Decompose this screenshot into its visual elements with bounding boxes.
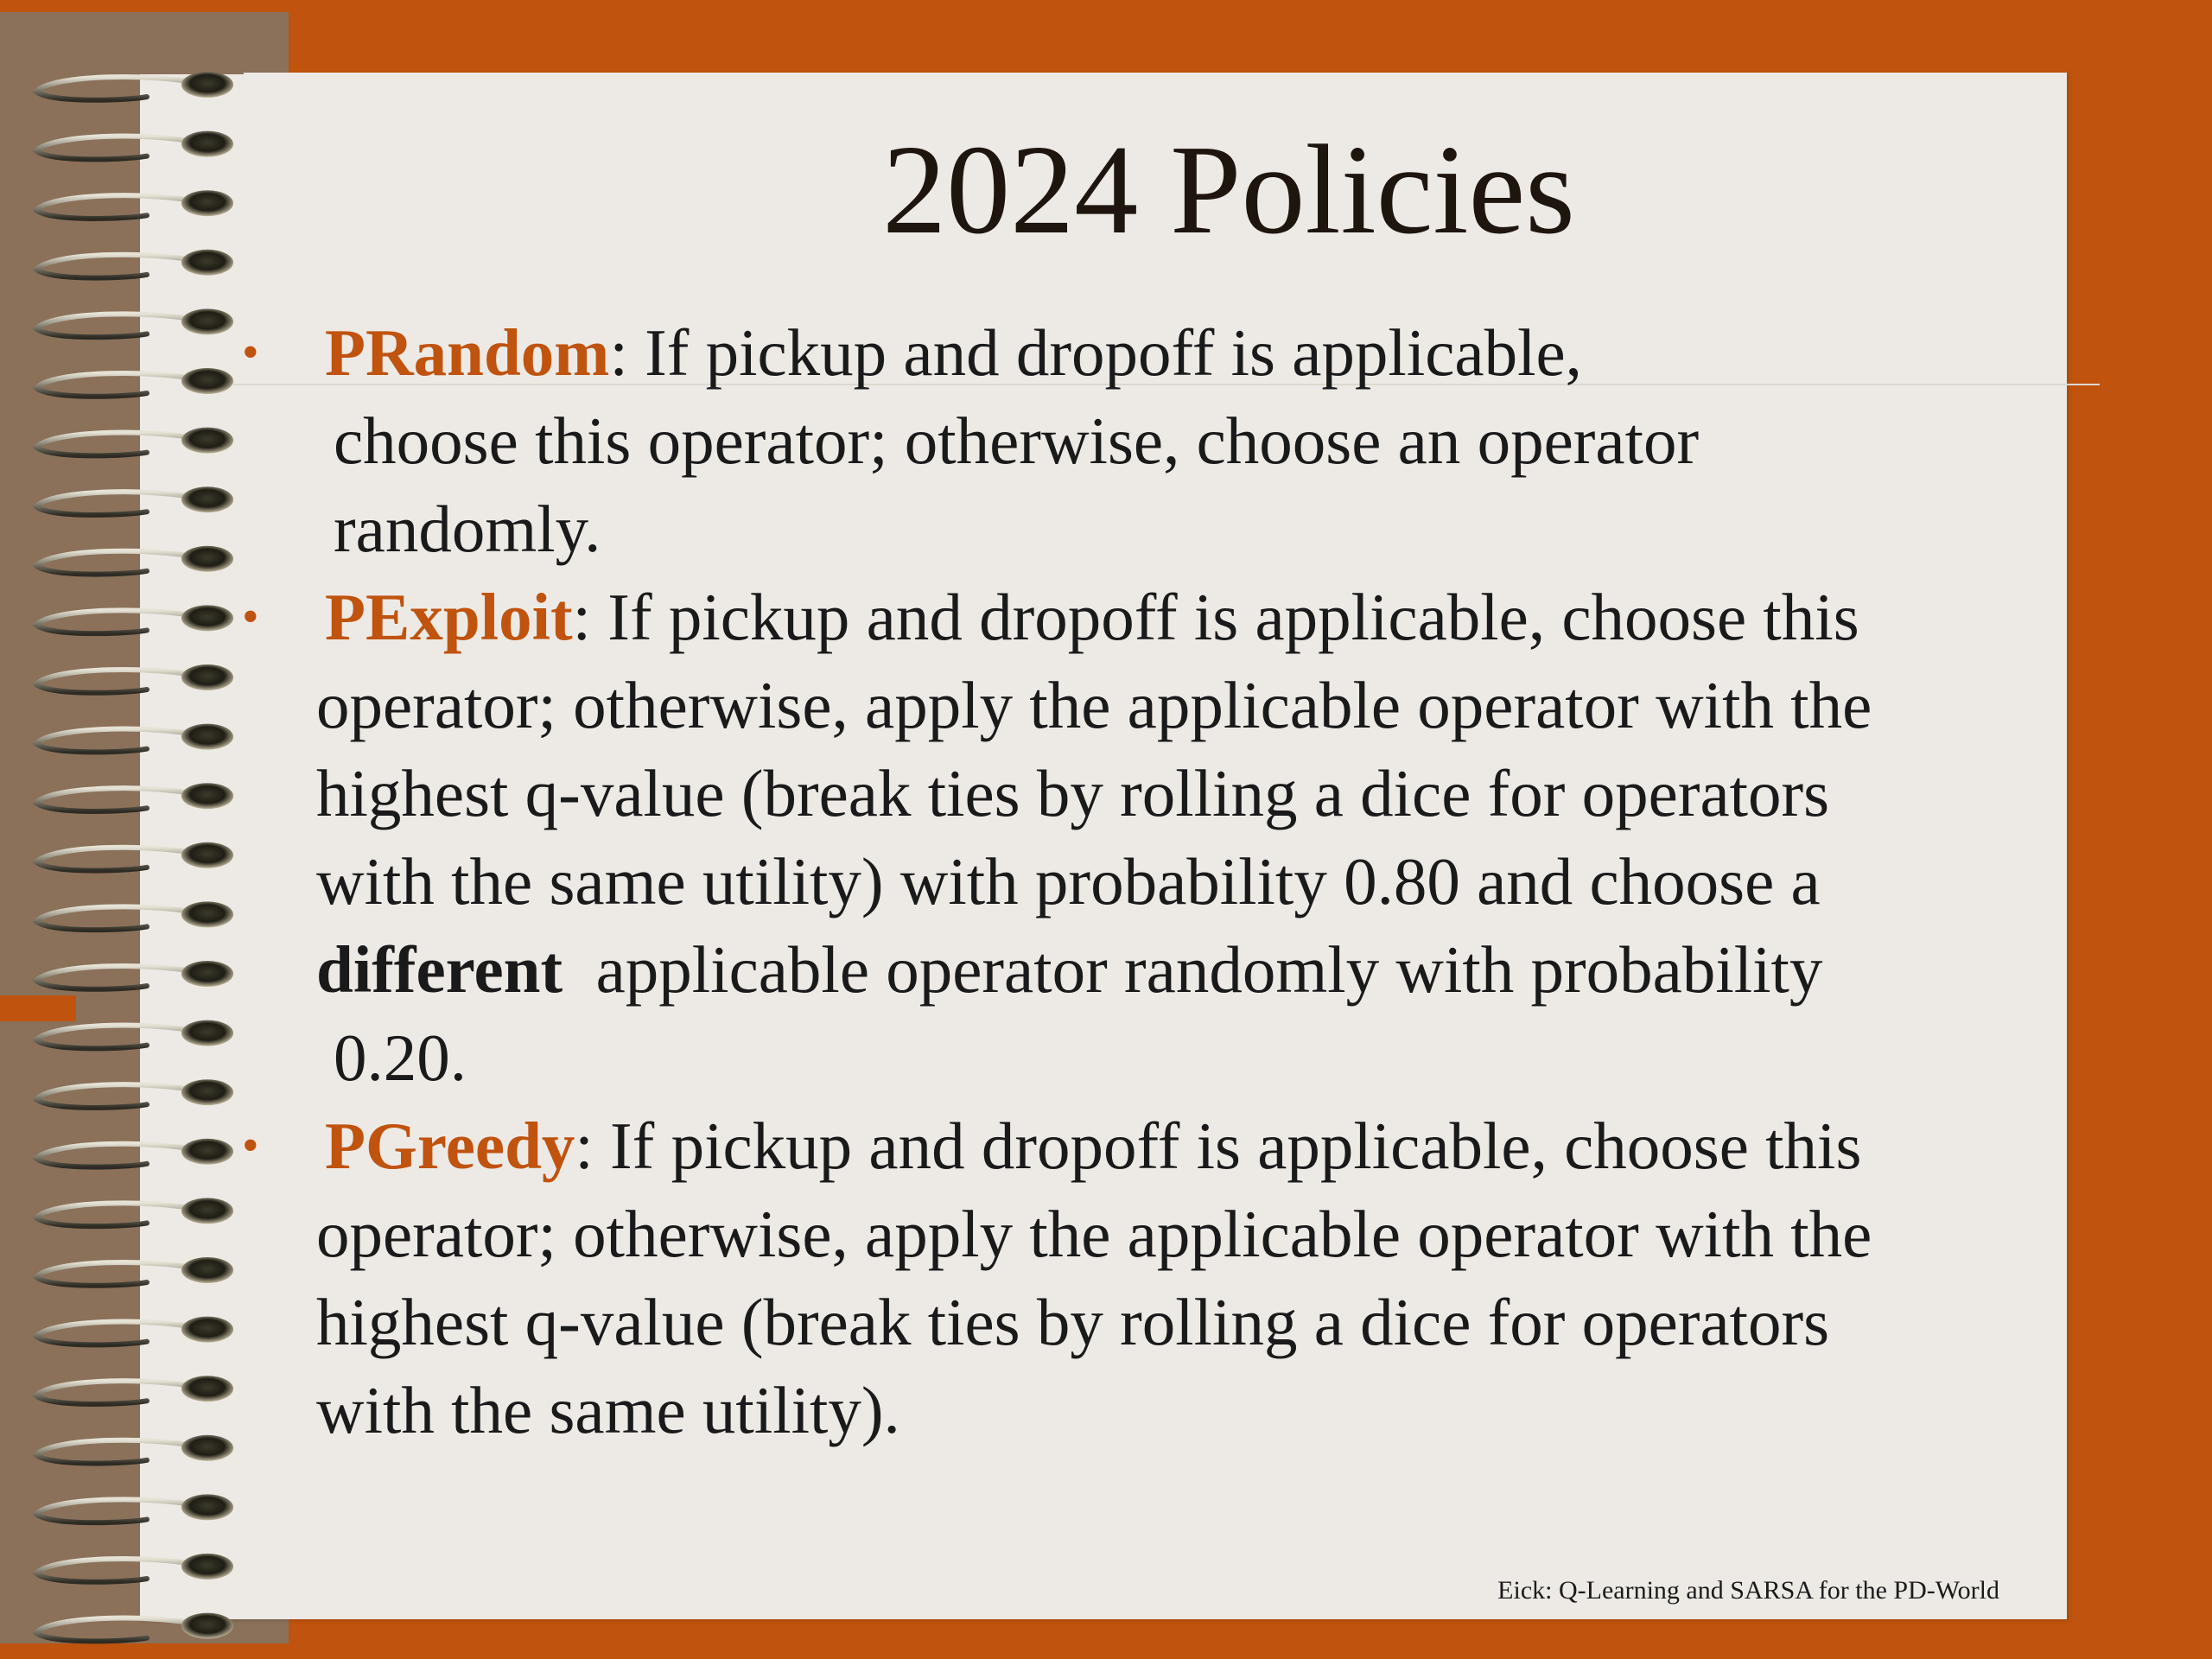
- policy-pexploit-line-4: with the same utility) with probability 0.80 and choose a: [316, 844, 1821, 918]
- emphasis-different: different: [316, 932, 563, 1007]
- policy-pgreedy-line-2: operator; otherwise, apply the applicable operator with the: [316, 1197, 1872, 1271]
- policy-pgreedy-line-3: highest q-value (break ties by rolling a dice for operators: [316, 1285, 1830, 1359]
- policy-pexploit-line-1: [325, 573, 1859, 661]
- policy-prandom-line-2: choose this operator; otherwise, choose an operator: [334, 404, 1700, 478]
- policy-pexploit-line-3: highest q-value (break ties by rolling a dice for operators: [316, 756, 1830, 830]
- policy-term-prandom: PRandom: [325, 315, 610, 390]
- policy-pexploit-line-2: operator; otherwise, apply the applicable operator with the: [316, 668, 1872, 742]
- policy-term-pexploit: PExploit: [325, 580, 573, 654]
- policy-text: applicable operator randomly with probability: [595, 932, 1823, 1007]
- policy-prandom-line-1: [325, 308, 1582, 397]
- policy-pgreedy-line-1: [325, 1102, 1861, 1190]
- policy-pexploit-line-6: 0.20.: [334, 1020, 467, 1095]
- policy-term-pgreedy: PGreedy: [325, 1109, 575, 1183]
- policy-prandom-line-3: randomly.: [334, 492, 601, 566]
- slide-title: 2024 Policies: [882, 119, 1575, 261]
- bullet-icon: •: [242, 326, 259, 379]
- bullet-icon: •: [242, 590, 259, 644]
- policy-pexploit-line-5: [316, 925, 1822, 1014]
- policy-text: : If pickup and dropoff is applicable, choose this: [575, 1109, 1862, 1183]
- bullet-icon: •: [242, 1119, 259, 1173]
- policy-text: : If pickup and dropoff is applicable, choose this: [572, 580, 1859, 654]
- slide-footer: Eick: Q-Learning and SARSA for the PD-World: [1497, 1576, 1999, 1605]
- policy-text: : If pickup and dropoff is applicable,: [609, 315, 1582, 390]
- policy-pgreedy-line-4: with the same utility).: [316, 1373, 900, 1447]
